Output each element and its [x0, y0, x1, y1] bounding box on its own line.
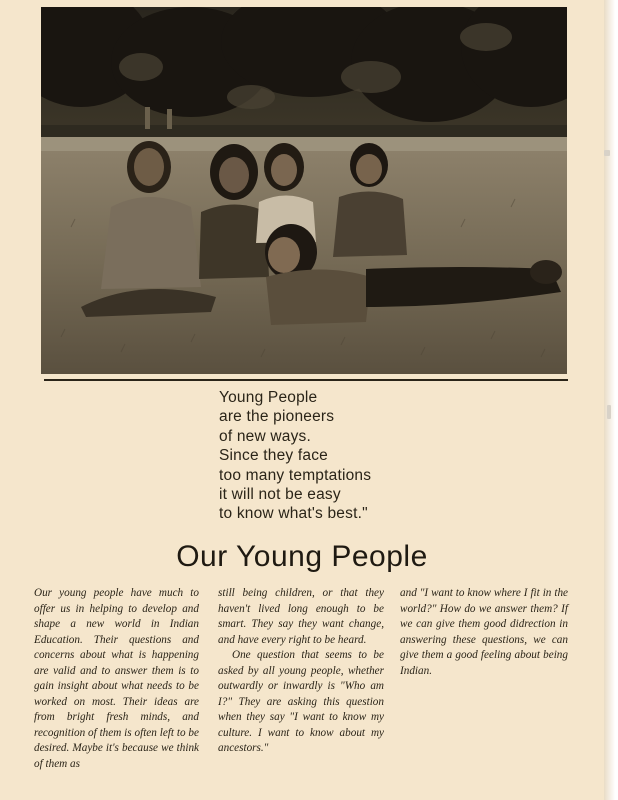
- quote-line: too many temptations: [219, 466, 372, 484]
- page-edge: [604, 0, 618, 800]
- photo-illustration: [41, 7, 567, 374]
- article-paragraph: Our young people have much to offer us in helping to develop and shape a new world in Indian Education. Their questions and concerns about what is happening are valid and to answer them is to gain insight about what needs to be worked on most. Their ideas are from bright fresh minds, and recognition of them is often left to be desired. Maybe it's because we think of them as: [34, 587, 199, 770]
- quote-line: Since they face: [219, 447, 328, 465]
- article-title: Our Young People: [176, 540, 428, 573]
- pull-quote: [219, 388, 519, 524]
- quote-line: Young People: [219, 389, 318, 406]
- paper-speck: [604, 150, 610, 156]
- group-photo: [41, 7, 567, 374]
- article-paragraph: and "I want to know where I fit in the world?" How do we answer them? If we can give them good didrection in answering these questions, we can give them a good feeling about being Indian.: [400, 587, 568, 677]
- quote-line: of new ways.: [219, 427, 311, 445]
- quote-line: it will not be easy: [219, 486, 341, 504]
- quote-line: are the pioneers: [219, 408, 335, 426]
- article-column-3: [400, 586, 568, 679]
- article-paragraph: One question that seems to be asked by all young people, whether outwardly or inwardly is "Who am I?" They are asking this question when they say "I want to know my culture. I want to know about my ancestors.": [218, 649, 384, 754]
- quote-line: to know what's best.": [219, 505, 368, 523]
- article-column-2: [218, 586, 384, 757]
- paper-speck: [607, 405, 611, 419]
- article-paragraph: still being children, or that they haven't lived long enough to be smart. They say they want change, and have every right to be heard.: [218, 587, 384, 646]
- article-column-1: [34, 586, 199, 772]
- section-divider: [44, 379, 568, 381]
